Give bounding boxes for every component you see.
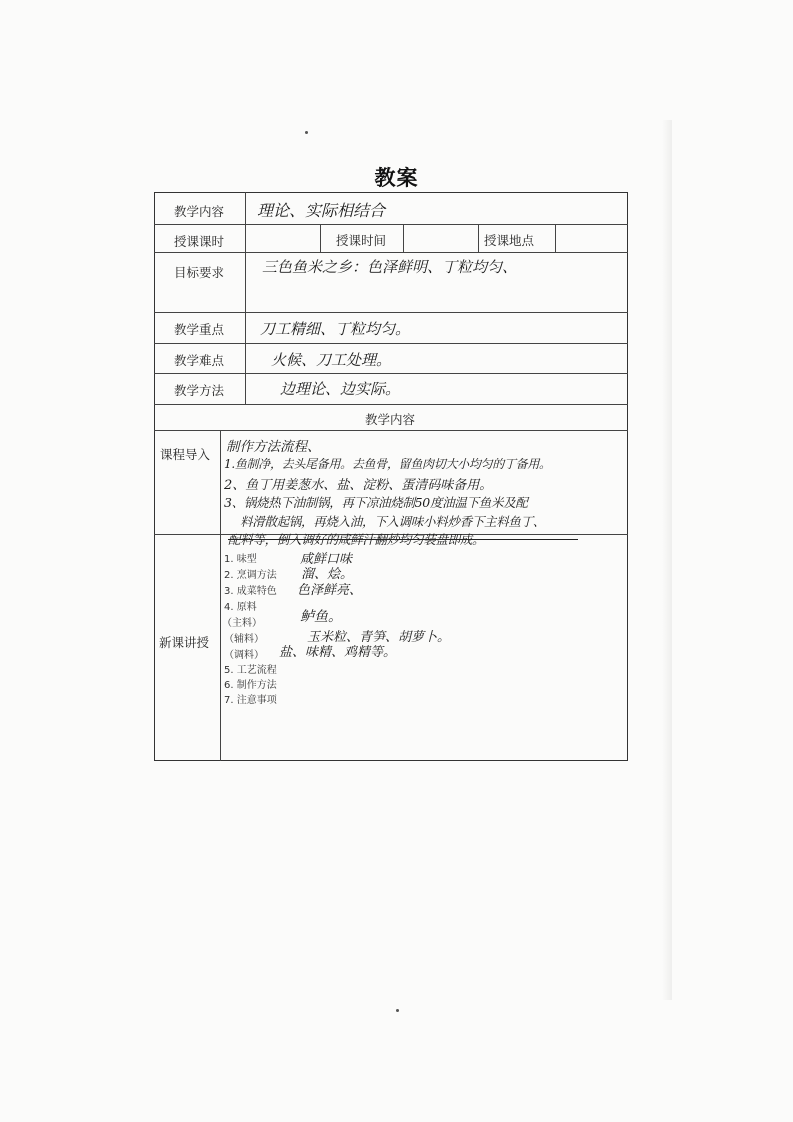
lecture-item: 2. 烹调方法: [224, 570, 277, 581]
row-divider: [154, 373, 628, 374]
column-divider: [555, 224, 556, 252]
row-divider: [154, 404, 628, 405]
label-class-hours: 授课课时: [174, 234, 225, 249]
content-text: 理论、实际相结合: [257, 201, 386, 220]
label-content: 教学内容: [174, 204, 225, 219]
features-text: 色泽鲜亮、: [297, 583, 363, 598]
row-divider: [154, 252, 628, 253]
page-edge-shadow: [662, 120, 672, 1000]
intro-line: 制作方法流程、: [226, 439, 321, 455]
intro-line: 料滑散起锅，再烧入油，下入调味小料炒香下主料鱼丁、: [240, 514, 546, 529]
strike-mark: [228, 539, 578, 540]
flavor-text: 咸鲜口味: [300, 552, 353, 567]
goals-text: 三色鱼米之乡：色泽鲜明、丁粒均匀、: [262, 258, 518, 276]
page-title: 教案: [374, 166, 419, 190]
lecture-item: 5. 工艺流程: [224, 665, 277, 676]
label-lecture: 新课讲授: [159, 635, 210, 650]
column-divider: [245, 192, 246, 404]
lecture-item: 6. 制作方法: [224, 680, 277, 691]
column-divider: [320, 224, 321, 252]
row-divider: [154, 312, 628, 313]
column-divider: [478, 224, 479, 252]
methods-text: 边理论、边实际。: [280, 380, 401, 398]
lecture-item: （主料）: [222, 618, 262, 629]
seasoning-text: 盐、味精、鸡精等。: [279, 645, 397, 660]
scan-speck: [305, 131, 308, 134]
main-ingredient-text: 鲈鱼。: [300, 609, 342, 625]
scan-speck: [396, 1009, 399, 1012]
label-class-time: 授课时间: [336, 233, 387, 248]
column-divider: [220, 430, 221, 761]
label-difficulties: 教学难点: [174, 353, 225, 368]
label-goals: 目标要求: [174, 265, 225, 280]
intro-line: 3、锅烧热下油制锅，再下凉油烧制50度油温下鱼米及配: [224, 495, 528, 510]
label-methods: 教学方法: [174, 383, 225, 398]
row-divider: [154, 343, 628, 344]
label-intro: 课程导入: [160, 447, 211, 462]
lecture-item: 3. 成菜特色: [224, 586, 277, 597]
label-location: 授课地点: [484, 233, 535, 248]
row-divider: [154, 224, 628, 225]
label-content-header: 教学内容: [365, 412, 416, 427]
intro-line: 1.鱼制净，去头尾备用。去鱼骨，留鱼肉切大小均匀的丁备用。: [224, 457, 551, 471]
intro-line: 2、鱼丁用姜葱水、盐、淀粉、蛋清码味备用。: [224, 478, 493, 493]
lecture-item: 1. 味型: [224, 554, 257, 565]
lecture-item: （调料）: [224, 650, 264, 661]
lecture-item: 4. 原料: [224, 602, 257, 613]
aux-ingredient-text: 玉米粒、青笋、胡萝卜。: [307, 630, 451, 645]
cooking-method-text: 溜、烩。: [301, 567, 354, 582]
key-points-text: 刀工精细、丁粒均匀。: [260, 320, 411, 338]
row-divider: [154, 430, 628, 431]
label-key-points: 教学重点: [174, 322, 225, 337]
intro-line: 配料等，倒入调好的咸鲜汁翻炒均匀装盘即成。: [228, 532, 485, 547]
lecture-item: 7. 注意事项: [224, 695, 277, 706]
column-divider: [403, 224, 404, 252]
lecture-item: （辅料）: [224, 634, 264, 645]
difficulties-text: 火候、刀工处理。: [271, 351, 392, 369]
